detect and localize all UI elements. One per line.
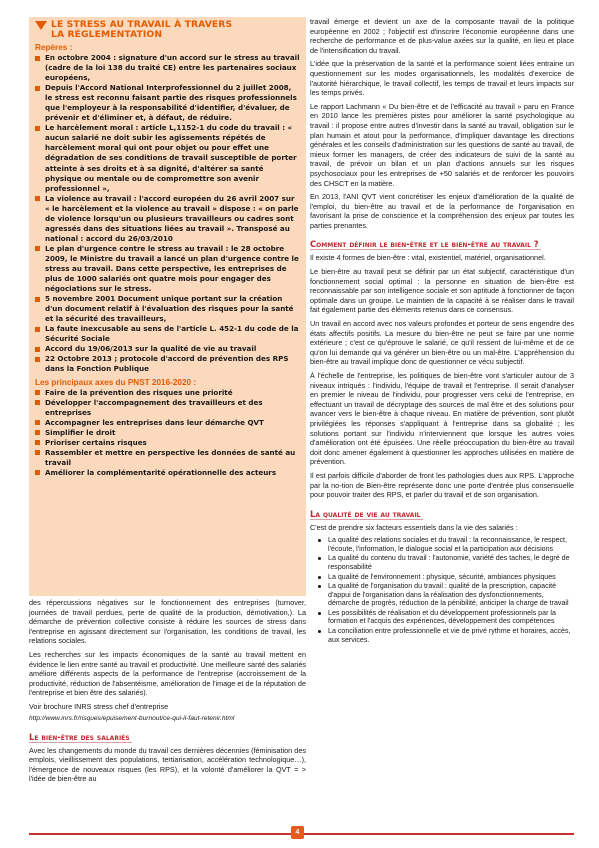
pnst-item: Améliorer la complémentarité opérationnelle des acteurs bbox=[35, 468, 300, 478]
reperes-item: Depuis l'Accord National Interprofessionnel du 2 juillet 2008, le stress est reconnu faisant partie des risques professionnels que l'employeur à la responsabilité d'identifier, d'évaluer, de prévenir et d'éliminer et, à défaut, de réduire. bbox=[35, 83, 300, 123]
square-bullet-icon bbox=[35, 430, 40, 435]
inrs-link[interactable]: http://www.inrs.fr/risques/epuisement-burnout/ce-qui-il-faut-retenir.html bbox=[29, 714, 235, 722]
reperes-list bbox=[35, 53, 300, 375]
left-column-text bbox=[29, 598, 306, 788]
paragraph: En 2013, l'ANI QVT vient concrétiser les enjeux d'amélioration de la qualité de l'emploi, du bien-être au travail et de la performance de l'organisation en favorisant la prise de conscience et la compréhension des enjeux par toutes les parties prenantes. bbox=[310, 192, 574, 230]
factor-item: La qualité de l'organisation du travail : qualité de la prescription, capacité d'appui de l'organisation dans la réalisation des dysfonctionnements, démarche de progrès, réduction de la pénibilité, anticiper la charge de travail bbox=[310, 582, 574, 608]
bullet-icon bbox=[318, 585, 321, 588]
paragraph: Il est parfois difficile d'aborder de front les pathologies dues aux RPS. L'approche par la no-tion de Bien-être représente donc une porte d'entrée plus consensuelle pour pouvoir traiter des RPS, et parler du travail et de son organisation. bbox=[310, 470, 574, 500]
reperes-item: 5 novembre 2001 Document unique portant sur la création d'un document relatif à l'évaluation des risques pour la santé et la sécurité des travailleurs, bbox=[35, 294, 300, 324]
factor-item: La qualité du contenu du travail : l'autonomie, variété des taches, le degré de responsabilité bbox=[310, 554, 574, 572]
reperes-item: Accord du 19/06/2013 sur la qualité de vie au travail bbox=[35, 344, 300, 354]
paragraph: Il existe 4 formes de bien-être : vital, existentiel, matériel, organisationnel. bbox=[310, 253, 546, 263]
pnst-item: Prioriser certains risques bbox=[35, 438, 300, 448]
pnst-item: Rassembler et mettre en perspective les données de santé au travail bbox=[35, 448, 300, 468]
paragraph: Un travail en accord avec nos valeurs profondes et porteur de sens engendre des états affectifs positifs. La mesure du bien-être ne peut se faire par une norme extérieure ; c'est ce qu'éprouve le salarié, ce qu'il ressent de lui-même et de ce qu'on lui demande qui va générer un bien-être ou un mal-être. L'appréhension du bien-être au travail implique donc de questionner ce vécu subjectif. bbox=[310, 319, 574, 367]
reperes-heading: Repères : bbox=[35, 43, 73, 52]
reperes-item: 22 Octobre 2013 ; protocole d'accord de prévention des RPS dans la Fonction Publique bbox=[35, 354, 300, 374]
square-bullet-icon bbox=[35, 440, 40, 445]
paragraph: Avec les changements du monde du travail ces dernières décennies (féminisation des emplois, vieillissement des populations, tertiarisation, accélération technologique…), l'émergence de nouveaux risques (les RPS), et la volonté d'améliorer la QVT = > l'idée de bien-être au bbox=[29, 745, 306, 784]
right-column-text bbox=[310, 17, 574, 645]
sidebar-title-line1: LE STRESS AU TRAVAIL À TRAVERS bbox=[51, 19, 233, 30]
square-bullet-icon bbox=[35, 450, 40, 455]
reglementation-sidebar bbox=[29, 17, 306, 596]
factor-item: La qualité des relations sociales et du travail : la reconnaissance, le respect, l'écoute, l'information, le dialogue social et la participation aux décisions bbox=[310, 536, 574, 554]
paragraph: des répercussions négatives sur le fonctionnement des entreprises (turnover, journées de travail perdues, perte de qualité de la production, démotivation,). La démarche de prévention collective consiste à réduire les sources de stress dans l'entreprise en agissant directement sur l'organisation, les conditions de travail, les relations sociales. bbox=[29, 598, 306, 646]
sidebar-title bbox=[35, 20, 300, 40]
square-bullet-icon bbox=[35, 246, 40, 251]
square-bullet-icon bbox=[35, 470, 40, 475]
pnst-item: Développer l'accompagnement des travailleurs et des entreprises bbox=[35, 398, 300, 418]
square-bullet-icon bbox=[35, 297, 40, 302]
section-heading-definir: Comment définir le bien-être et le bien-être au travail ? bbox=[310, 239, 539, 250]
paragraph: Les recherches sur les impacts économiques de la santé au travail mettent en évidence le lien entre santé au travail et productivité. Une meilleure santé des salariés améliore différents aspects de la performance de l'entreprise (accroissement de la productivité, réduction de l'absentéisme, amélioration de l'image et de la réputation de l'entreprise et bien être des salariés). bbox=[29, 649, 306, 698]
factor-item: La conciliation entre professionnelle et vie de privé rythme et horaires, accès, aux services. bbox=[310, 627, 574, 645]
reperes-item: Le plan d'urgence contre le stress au travail : le 28 octobre 2009, le Ministre du travail a lancé un plan d'urgence contre le stress au travail. Dans cette perspective, les entreprises de plus de 1000 salariés ont quatre mois pour engager des négociations sur le stress. bbox=[35, 244, 300, 294]
sidebar-title-line2: LA RÉGLEMENTATION bbox=[51, 29, 163, 40]
paragraph: C'est de prendre six facteurs essentiels dans la vie des salariés : bbox=[310, 522, 518, 532]
pnst-heading: Les principaux axes du PNST 2016-2020 : bbox=[35, 377, 197, 387]
pnst-item: Simplifier le droit bbox=[35, 428, 300, 438]
section-heading-bien-etre: Le bien-être des salariés bbox=[29, 731, 130, 742]
paragraph: Le rapport Lachmann « Du bien-être et de l'efficacité au travail » paru en France en 2010 lance les premières pistes pour améliorer la santé psychologique au travail : il propose entre autres d'investir dans la santé au travail, obligation sur le plan humain et atout pour la performance, d'impliquer davantage les directions générales et les conseils d'administration sur les questions de santé au travail, de mieux former les managers, de créer des indicateurs de suivi de la santé au travail, de prévoir un bilan et un plan d'actions annuels sur les risques psychosociaux pour les entreprises de +50 salariés et de renforcer les pouvoirs des CHSCT en la matière. bbox=[310, 101, 574, 188]
bullet-icon bbox=[318, 612, 321, 615]
paragraph: Le bien-être au travail peut se définir par un état subjectif, caractéristique d'un fonctionnement social optimal : la personne en situation de bien-être est reconnaissable par son intelligence sociale et son aptitude à fonctionner de façon optimale dans un groupe. Le maintien de la capacité à se réaliser dans le travail fait également partie des éléments retenus dans ce consensus. bbox=[310, 267, 574, 315]
pnst-item: Faire de la prévention des risques une priorité bbox=[35, 388, 300, 398]
reperes-item: La violence au travail : l'accord européen du 26 avril 2007 sur « le harcèlement et la violence au travail » dispose : « on parle de violence lorsqu'un ou plusieurs travailleurs ou cadres sont agressés dans des situations liées au travail ». Transposé au national : accord du 26/03/2010 bbox=[35, 194, 300, 244]
bullet-icon bbox=[318, 576, 321, 579]
paragraph: L'idée que la préservation de la santé et la performance soient liées entraine un questionnement sur les modes organisationnels, les modalités d'exercice de l'autorité hiérarchique, le travail collectif, les temps de travail et leurs impacts sur les temps privés. bbox=[310, 59, 574, 98]
triangle-icon bbox=[35, 21, 47, 30]
bullet-icon bbox=[318, 539, 321, 542]
factors-list bbox=[310, 536, 574, 644]
bullet-icon bbox=[318, 630, 321, 633]
square-bullet-icon bbox=[35, 347, 40, 352]
factor-item: Les possibilités de réalisation et du développement professionnels par la formation et l'acquis des expériences, développement des compétences bbox=[310, 609, 574, 627]
square-bullet-icon bbox=[35, 420, 40, 425]
square-bullet-icon bbox=[35, 390, 40, 395]
bullet-icon bbox=[318, 557, 321, 560]
pnst-list bbox=[35, 388, 300, 478]
reperes-item: La faute inexcusable au sens de l'article L. 452-1 du code de la Sécurité Sociale bbox=[35, 324, 300, 344]
pnst-item: Accompagner les entreprises dans leur démarche QVT bbox=[35, 418, 300, 428]
factor-item: La qualité de l'environnement : physique, sécurité, ambiances physiques bbox=[310, 573, 574, 582]
square-bullet-icon bbox=[35, 126, 40, 131]
reperes-item: Le harcèlement moral : article L,1152-1 du code du travail : « aucun salarié ne doit subir les agissements répétés de harcèlement moral qui ont pour objet ou pour effet une dégradation de ses conditions de travail susceptible de porter atteinte à ses droits et à sa dignité, d'altérer sa santé physique ou mentale ou de compromettre son avenir professionnel », bbox=[35, 123, 300, 193]
paragraph: Voir brochure INRS stress chef d'entreprise bbox=[29, 701, 169, 711]
page-number: 4 bbox=[291, 826, 304, 839]
square-bullet-icon bbox=[35, 86, 40, 91]
square-bullet-icon bbox=[35, 56, 40, 61]
reperes-item: En octobre 2004 : signature d'un accord sur le stress au travail (cadre de la loi 138 du traité CE) entre les partenaires sociaux européens, bbox=[35, 53, 300, 83]
paragraph: À l'échelle de l'entreprise, les politiques de bien-être vont s'articuler autour de 3 niveaux intriqués : l'individu, l'équipe de travail et l'entreprise. Il serait d'analyser en premier le niveau de l'individu, pour progresser vers celui de l'entreprise, en effectuant un travail de décryptage des sources de mal être et des solutions pour avancer vers le bien-être à chaque niveau. En matière de prévention, sont plutôt privilégiées les réponses s'appliquant à l'entreprise dans sa globalité ; les solutions portant sur l'individu n'interviennent que lorsque les autres voies d'amélioration ont été épuisées. Une réelle préoccupation du bien-être au travail doit donc amener également à questionner les approches utilisées en matière de prévention. bbox=[310, 371, 574, 467]
square-bullet-icon bbox=[35, 196, 40, 201]
section-heading-qvt: La qualité de vie au travail bbox=[310, 508, 421, 519]
square-bullet-icon bbox=[35, 327, 40, 332]
square-bullet-icon bbox=[35, 400, 40, 405]
paragraph: travail émerge et devient un axe de la composante travail de la politique européenne en 2002 ; l'objectif est d'inscrire l'économie européenne dans une recherche de performance et de plus-value axées sur la qualité, en lieu et place de l'intensification du travail. bbox=[310, 17, 574, 55]
square-bullet-icon bbox=[35, 357, 40, 362]
